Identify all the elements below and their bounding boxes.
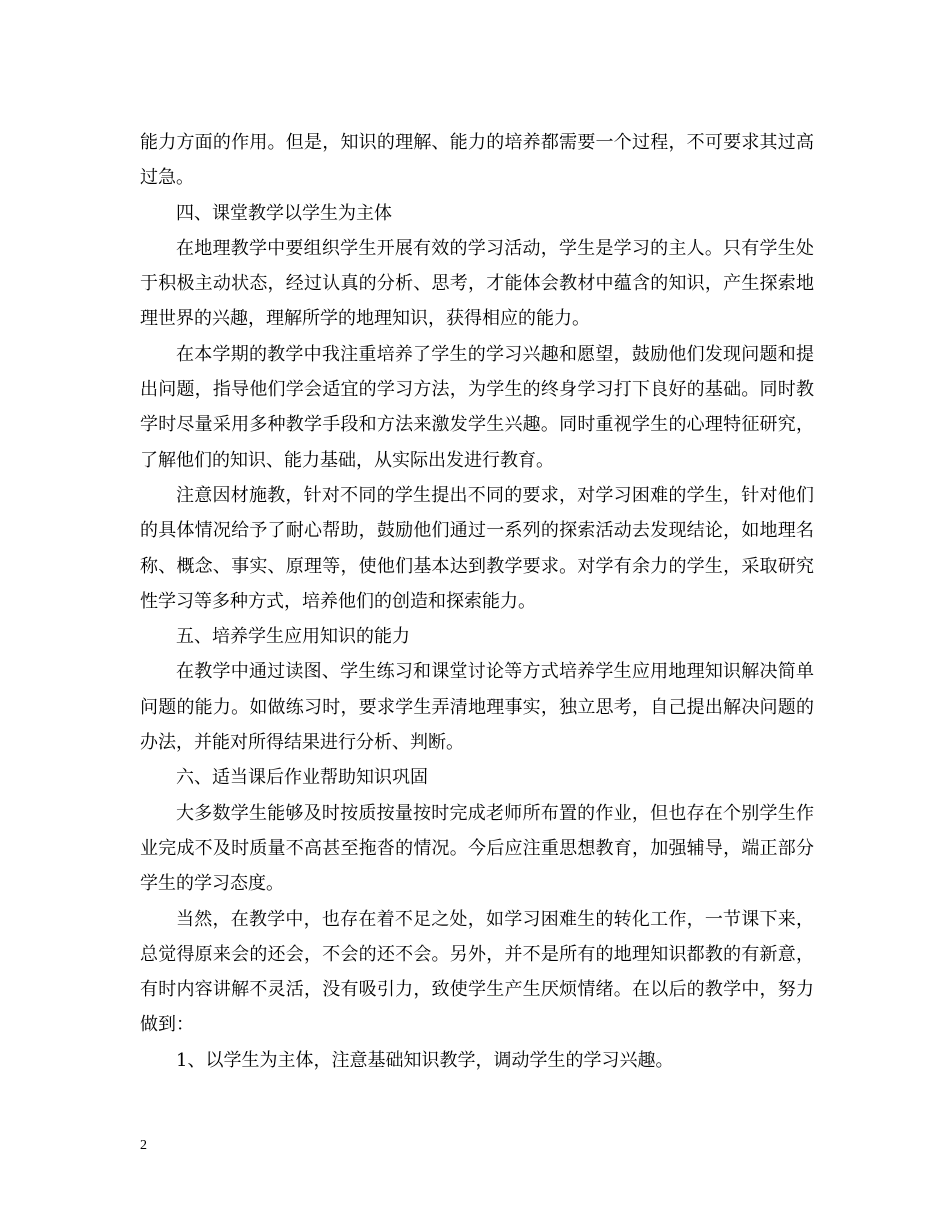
paragraph-4: 注意因材施教，针对不同的学生提出不同的要求，对学习困难的学生，针对他们的具体情况给予了耐心帮助，鼓励他们通过一系列的探索活动去发现结论，如地理名称、概念、事实、原理等，使他们基本达到教学要求。对学有余力的学生，采取研究性学习等多种方式，培养他们的创造和探索能力。 <box>140 484 814 612</box>
paragraph-5: 在教学中通过读图、学生练习和课堂讨论等方式培养学生应用地理知识解决简单问题的能力。如做练习时，要求学生弄清地理事实，独立思考，自己提出解决问题的办法，并能对所得结果进行分析、判断。 <box>140 661 814 754</box>
page-number: 2 <box>140 1138 147 1153</box>
list-item-1: 1、以学生为主体，注意基础知识教学，调动学生的学习兴趣。 <box>176 1049 674 1071</box>
section-heading-5: 五、培养学生应用知识的能力 <box>176 626 410 648</box>
paragraph-7: 当然，在教学中，也存在着不足之处，如学习困难生的转化工作，一节课下来，总觉得原来会的还会，不会的还不会。另外，并不是所有的地理知识都教的有新意，有时内容讲解不灵活，没有吸引力，致使学生产生厌烦情绪。在以后的教学中，努力做到： <box>140 908 814 1036</box>
paragraph-1: 能力方面的作用。但是，知识的理解、能力的培养都需要一个过程，不可要求其过高过急。 <box>140 132 814 189</box>
section-heading-4: 四、课堂教学以学生为主体 <box>176 202 392 224</box>
section-heading-6: 六、适当课后作业帮助知识巩固 <box>176 767 428 789</box>
document-body <box>140 125 814 1078</box>
paragraph-6: 大多数学生能够及时按质按量按时完成老师所布置的作业，但也存在个别学生作业完成不及时质量不高甚至拖沓的情况。今后应注重思想教育，加强辅导，端正部分学生的学习态度。 <box>140 802 814 895</box>
paragraph-2: 在地理教学中要组织学生开展有效的学习活动，学生是学习的主人。只有学生处于积极主动状态，经过认真的分析、思考，才能体会教材中蕴含的知识，产生探索地理世界的兴趣，理解所学的地理知识，获得相应的能力。 <box>140 237 814 330</box>
paragraph-3: 在本学期的教学中我注重培养了学生的学习兴趣和愿望，鼓励他们发现问题和提出问题，指导他们学会适宜的学习方法，为学生的终身学习打下良好的基础。同时教学时尽量采用多种教学手段和方法来激发学生兴趣。同时重视学生的心理特征研究，了解他们的知识、能力基础，从实际出发进行教育。 <box>140 343 814 471</box>
